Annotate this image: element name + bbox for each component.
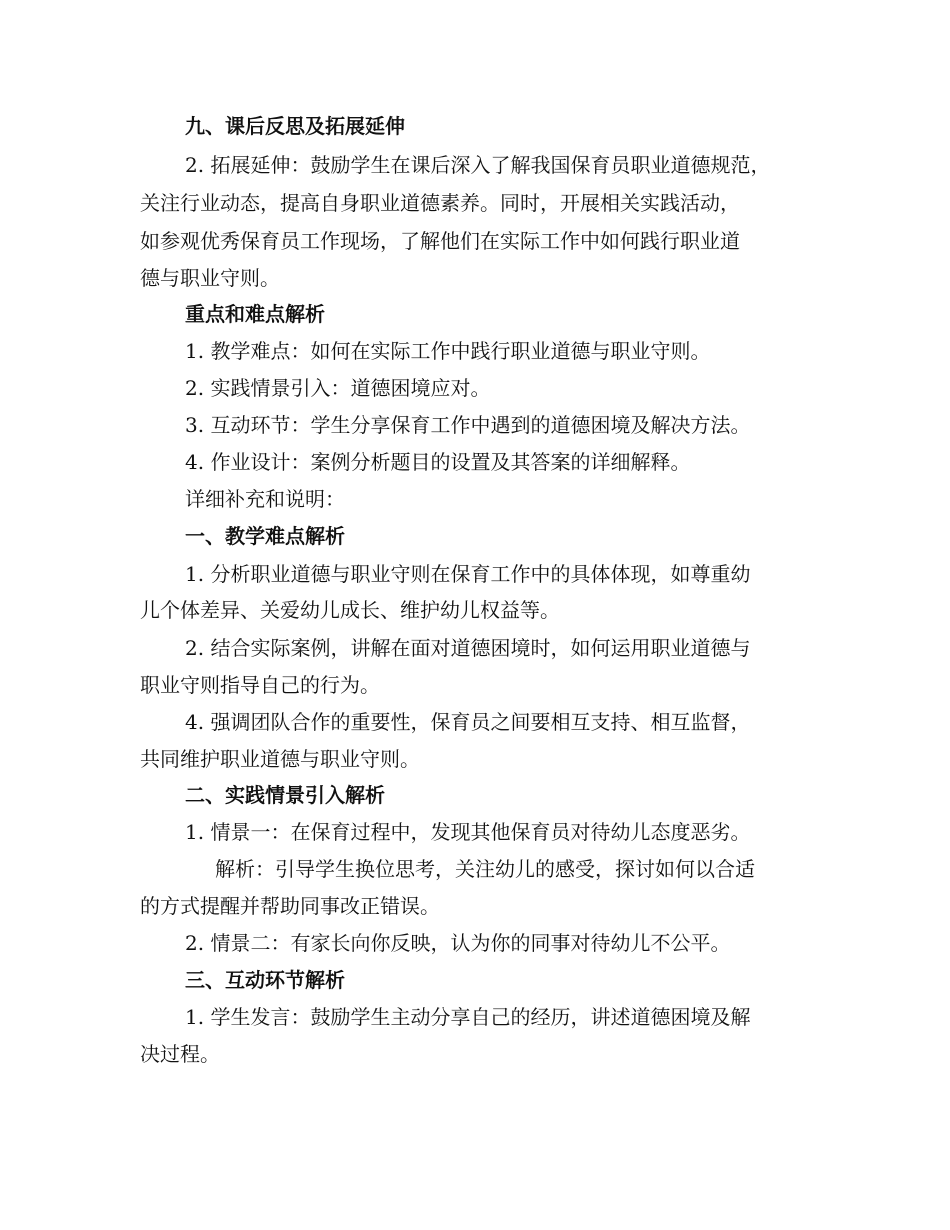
paragraph-line: 共同维护职业道德与职业守则。 — [140, 747, 420, 771]
paragraph-line: 德与职业守则。 — [140, 266, 280, 290]
section-heading: 一、教学难点解析 — [185, 524, 345, 548]
paragraph-line: 解析：引导学生换位思考，关注幼儿的感受，探讨如何以合适 — [215, 857, 755, 881]
paragraph-line: 1. 学生发言：鼓励学生主动分享自己的经历，讲述道德困境及解 — [185, 1005, 751, 1029]
list-item: 1. 教学难点：如何在实际工作中践行职业道德与职业守则。 — [185, 339, 711, 363]
paragraph-line: 如参观优秀保育员工作现场，了解他们在实际工作中如何践行职业道 — [140, 229, 740, 253]
list-item: 2. 实践情景引入：道德困境应对。 — [185, 376, 491, 400]
section-heading: 二、实践情景引入解析 — [185, 783, 385, 807]
paragraph-line: 职业守则指导自己的行为。 — [140, 673, 380, 697]
section-heading: 三、互动环节解析 — [185, 968, 345, 992]
paragraph-line: 4. 强调团队合作的重要性，保育员之间要相互支持、相互监督， — [185, 710, 751, 734]
paragraph-line: 1. 情景一：在保育过程中，发现其他保育员对待幼儿态度恶劣。 — [185, 820, 751, 844]
section-heading: 九、课后反思及拓展延伸 — [185, 114, 405, 138]
paragraph-line: 2. 情景二：有家长向你反映，认为你的同事对待幼儿不公平。 — [185, 931, 731, 955]
paragraph-line: 决过程。 — [140, 1042, 220, 1066]
list-item: 3. 互动环节：学生分享保育工作中遇到的道德困境及解决方法。 — [185, 413, 751, 437]
section-heading: 重点和难点解析 — [185, 302, 325, 326]
paragraph-line: 儿个体差异、关爱幼儿成长、维护幼儿权益等。 — [140, 598, 560, 622]
paragraph-line: 关注行业动态，提高自身职业道德素养。同时，开展相关实践活动， — [140, 191, 740, 215]
paragraph-line: 详细补充和说明： — [185, 487, 345, 511]
paragraph-line: 1. 分析职业道德与职业守则在保育工作中的具体体现，如尊重幼 — [185, 562, 751, 586]
paragraph-line: 2. 拓展延伸：鼓励学生在课后深入了解我国保育员职业道德规范， — [185, 153, 771, 177]
paragraph-line: 的方式提醒并帮助同事改正错误。 — [140, 894, 440, 918]
paragraph-line: 2. 结合实际案例，讲解在面对道德困境时，如何运用职业道德与 — [185, 636, 751, 660]
list-item: 4. 作业设计：案例分析题目的设置及其答案的详细解释。 — [185, 450, 691, 474]
